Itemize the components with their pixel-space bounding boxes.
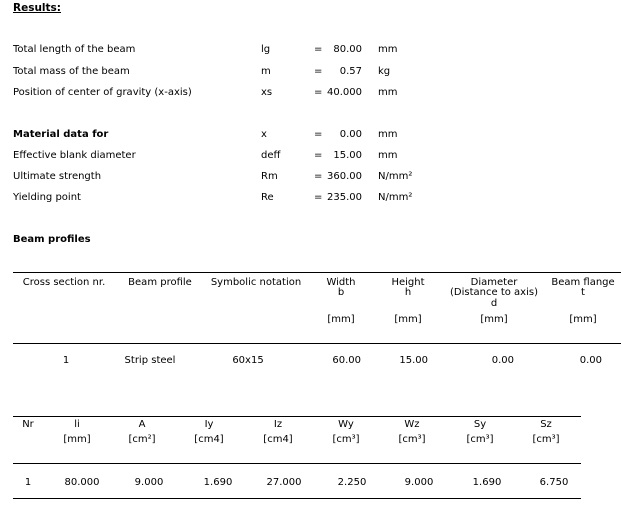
section-header-sz-unit: [cm³] [532, 434, 560, 445]
section-header-sy: Sy [473, 419, 487, 430]
material-eq-rm: = [314, 171, 323, 182]
material-unit-deff: mm [378, 150, 398, 161]
section-cell-iy: 1.690 [203, 477, 233, 488]
section-header-wz-unit: [cm³] [398, 434, 426, 445]
section-header-a: A [138, 419, 146, 430]
section-header-li-unit: [mm] [63, 434, 91, 445]
section-header-li: li [74, 419, 80, 430]
material-symbol-deff: deff [261, 150, 281, 161]
material-eq-re: = [314, 192, 323, 203]
section-cell-iz: 27.000 [266, 477, 302, 488]
material-value-x: 0.00 [339, 129, 362, 140]
material-value-deff: 15.00 [333, 150, 362, 161]
profile-cell-diameter: 0.00 [491, 355, 514, 366]
section-header-nr: Nr [22, 419, 34, 430]
profile-cell-height: 15.00 [399, 355, 428, 366]
section-cell-a: 9.000 [134, 477, 164, 488]
section-header-iz-unit: [cm4] [263, 434, 293, 445]
profile-cell-nr: 1 [62, 355, 70, 366]
summary-eq-length: = [314, 44, 323, 55]
profile-cell-width: 60.00 [332, 355, 361, 366]
summary-symbol-mass: m [261, 66, 271, 77]
section-header-sz: Sz [540, 419, 552, 430]
section-header-iy-unit: [cm4] [194, 434, 224, 445]
summary-value-mass: 0.57 [339, 66, 362, 77]
header-symbolic-notation: Symbolic notation [210, 277, 302, 288]
material-value-re: 235.00 [327, 192, 362, 203]
header-height-symbol: h [404, 287, 412, 298]
header-width-unit: [mm] [327, 314, 355, 325]
summary-eq-mass: = [314, 66, 323, 77]
material-unit-x: mm [378, 129, 398, 140]
header-beam-flange-symbol: t [581, 287, 585, 298]
section-header-a-unit: [cm²] [128, 434, 156, 445]
header-beam-flange-unit: [mm] [569, 314, 597, 325]
summary-eq-gravity: = [314, 87, 323, 98]
material-symbol-x: x [261, 129, 267, 140]
material-eq-x: = [314, 129, 323, 140]
header-height-unit: [mm] [394, 314, 422, 325]
header-diameter-symbol: d [490, 298, 498, 309]
material-unit-rm: N/mm² [378, 171, 413, 182]
summary-value-gravity: 40.000 [327, 87, 362, 98]
header-diameter-sub: (Distance to axis) [450, 287, 538, 298]
section-cell-wz: 9.000 [404, 477, 434, 488]
summary-label-mass: Total mass of the beam [13, 66, 130, 77]
material-label-re: Yielding point [13, 192, 81, 203]
header-beam-profile: Beam profile [128, 277, 192, 288]
summary-label-gravity: Position of center of gravity (x-axis) [13, 87, 192, 98]
header-cross-section: Cross section nr. [22, 277, 106, 288]
section-cell-nr: 1 [24, 477, 32, 488]
material-label-rm: Ultimate strength [13, 171, 102, 182]
material-symbol-rm: Rm [261, 171, 278, 182]
section-header-iz: Iz [273, 419, 283, 430]
section-table-bottom-rule [13, 498, 581, 499]
section-table-mid-rule [13, 463, 581, 464]
header-height: Height [391, 277, 425, 288]
profile-table-mid-rule [13, 343, 621, 344]
summary-symbol-gravity: xs [261, 87, 273, 98]
section-cell-li: 80.000 [64, 477, 100, 488]
profile-cell-profile: Strip steel [124, 355, 176, 366]
summary-unit-mass: kg [378, 66, 391, 77]
results-title: Results: [13, 2, 61, 14]
profile-cell-notation: 60x15 [232, 355, 264, 366]
beam-profiles-heading: Beam profiles [13, 234, 91, 245]
material-eq-deff: = [314, 150, 323, 161]
profile-cell-flange: 0.00 [579, 355, 602, 366]
summary-label-length: Total length of the beam [13, 44, 136, 55]
section-header-sy-unit: [cm³] [466, 434, 494, 445]
header-diameter-unit: [mm] [480, 314, 508, 325]
profile-table-top-rule [13, 272, 621, 273]
summary-value-length: 80.00 [333, 44, 362, 55]
header-diameter: Diameter [470, 277, 518, 288]
section-cell-sz: 6.750 [539, 477, 569, 488]
section-table-top-rule [13, 416, 581, 417]
material-unit-re: N/mm² [378, 192, 413, 203]
section-header-wy-unit: [cm³] [332, 434, 360, 445]
section-cell-sy: 1.690 [472, 477, 502, 488]
header-beam-flange: Beam flange [551, 277, 615, 288]
summary-symbol-length: lg [261, 44, 271, 55]
section-header-wy: Wy [338, 419, 354, 430]
material-label-deff: Effective blank diameter [13, 150, 136, 161]
section-header-wz: Wz [404, 419, 420, 430]
material-symbol-re: Re [261, 192, 274, 203]
material-heading: Material data for [13, 129, 109, 140]
summary-unit-gravity: mm [378, 87, 398, 98]
header-width: Width [326, 277, 356, 288]
summary-unit-length: mm [378, 44, 398, 55]
header-width-symbol: b [337, 287, 345, 298]
section-header-iy: Iy [204, 419, 214, 430]
section-cell-wy: 2.250 [337, 477, 367, 488]
material-value-rm: 360.00 [327, 171, 362, 182]
